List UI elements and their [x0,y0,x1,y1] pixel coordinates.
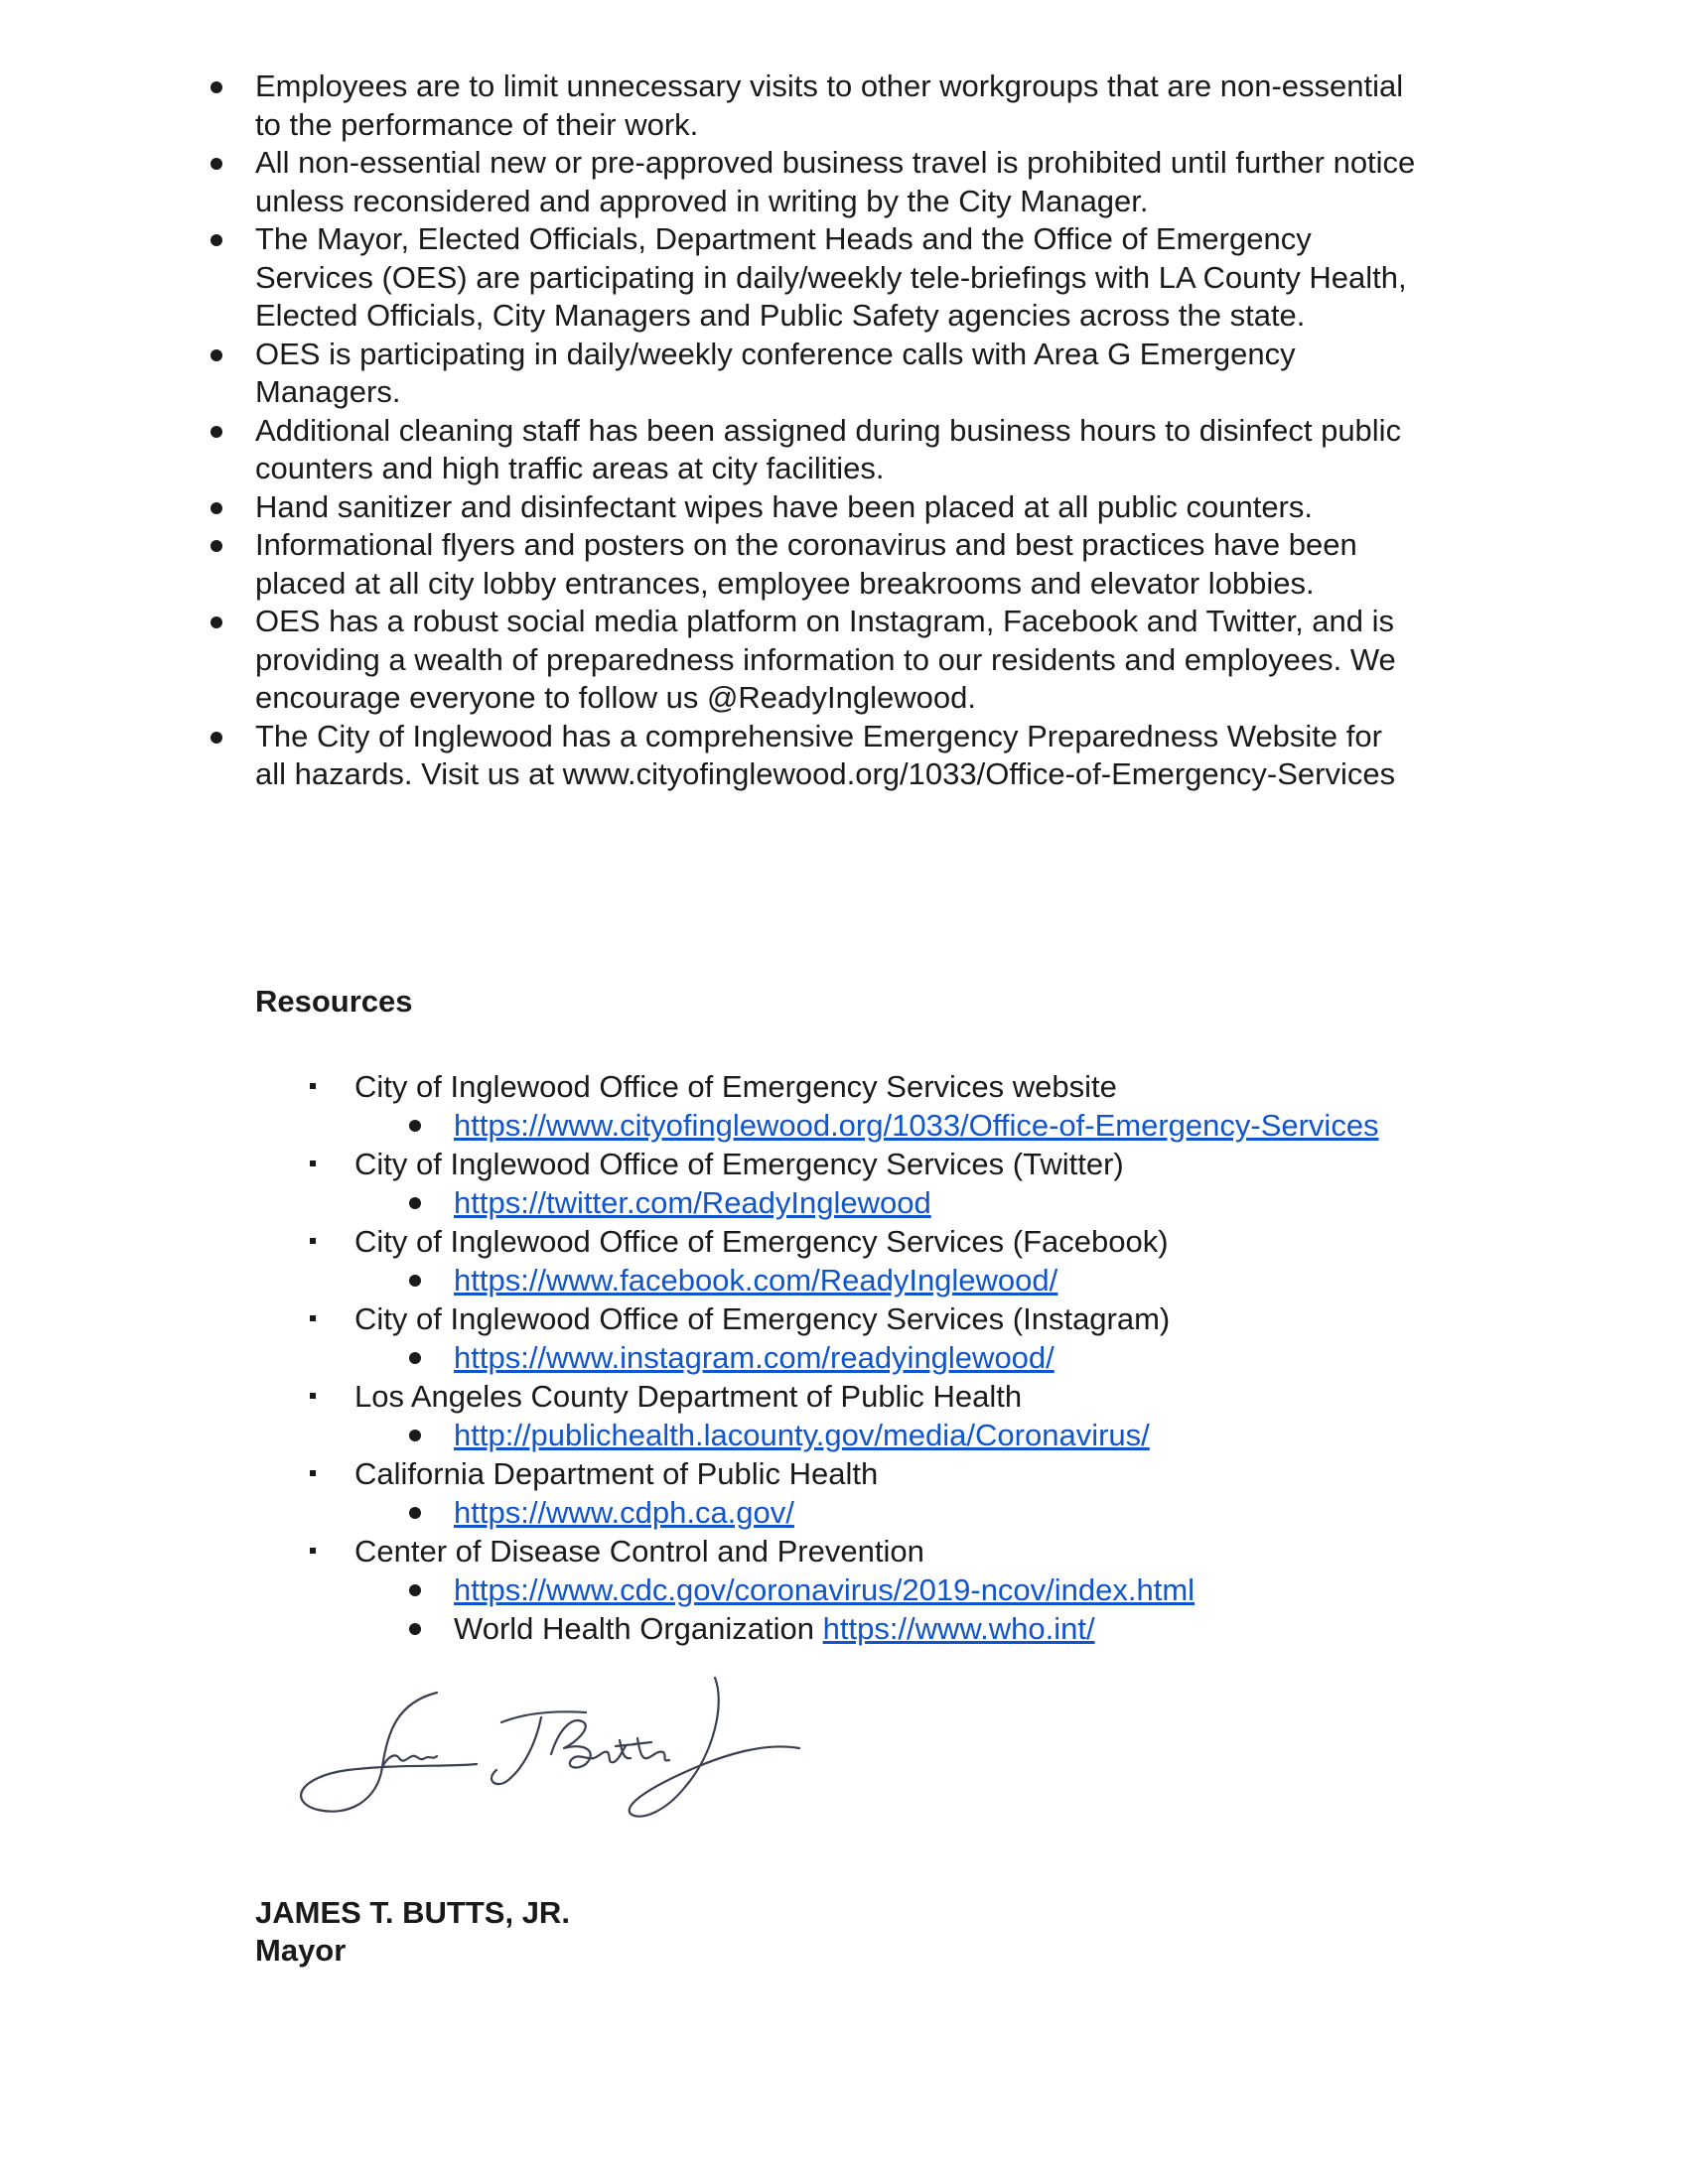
resource-item [0,1454,1688,1532]
bullet-icon [409,1197,421,1209]
bullet-icon [211,732,222,744]
bullet-text: All non-essential new or pre-approved business travel is prohibited until further notice unless reconsidered and approved in writing by the City Manager. [255,145,1416,218]
resource-label [0,1222,1688,1261]
resource-link-item [0,1416,1688,1454]
resource-label [0,1532,1688,1570]
bullet-icon [409,1430,421,1441]
resource-link-list [0,1416,1688,1454]
resource-link[interactable]: https://www.facebook.com/ReadyInglewood/ [454,1263,1058,1297]
resource-link-list [0,1338,1688,1377]
resource-label [0,1145,1688,1183]
resource-link-item [0,1609,1688,1648]
list-item [0,68,1417,144]
bullet-icon [409,1507,421,1519]
bullet-icon [409,1623,421,1635]
resource-label-text: City of Inglewood Office of Emergency Services (Twitter) [354,1147,1124,1181]
resource-link-list [0,1493,1688,1532]
resource-item [0,1532,1688,1648]
bullet-text: Informational flyers and posters on the coronavirus and best practices have been placed at all city lobby entrances, employee breakrooms and elevator lobbies. [255,527,1357,601]
list-item [0,412,1417,488]
bullet-text: The Mayor, Elected Officials, Department Heads and the Office of Emergency Services (OES) are participating in daily/weekly tele-briefings with LA County Health, Elected Officials, City Managers and Public Safety agencies across the state. [255,221,1407,333]
resource-label-text: City of Inglewood Office of Emergency Services (Facebook) [354,1224,1169,1259]
resource-link[interactable]: https://www.instagram.com/readyinglewood/ [454,1340,1055,1375]
list-item [0,603,1417,718]
bullet-icon [409,1584,421,1596]
resource-label-text: California Department of Public Health [354,1456,879,1491]
mayor-signature [288,1673,804,1832]
bullet-icon [211,502,222,514]
bullet-icon [211,540,222,552]
resource-label-text: Los Angeles County Department of Public Health [354,1379,1023,1414]
bullet-icon [211,234,222,246]
bullet-text: OES is participating in daily/weekly conference calls with Area G Emergency Managers. [255,336,1296,409]
bullet-icon [409,1275,421,1287]
list-item [0,526,1417,603]
resource-link-item [0,1106,1688,1145]
resource-link-item [0,1493,1688,1532]
resource-label [0,1377,1688,1416]
bullet-icon [211,426,222,438]
bullet-icon [211,81,222,93]
resource-label-text: Center of Disease Control and Prevention [354,1534,924,1569]
square-bullet-icon [310,1083,316,1089]
resources-heading: Resources [255,984,413,1019]
square-bullet-icon [310,1315,316,1321]
resource-link-item [0,1570,1688,1609]
resource-link[interactable]: https://www.cdph.ca.gov/ [454,1495,794,1530]
resource-link[interactable]: https://twitter.com/ReadyInglewood [454,1185,931,1220]
resource-label [0,1299,1688,1338]
resource-link[interactable]: http://publichealth.lacounty.gov/media/Coronavirus/ [454,1418,1150,1452]
square-bullet-icon [310,1393,316,1399]
resource-item [0,1222,1688,1299]
bullet-text: Hand sanitizer and disinfectant wipes have been placed at all public counters. [255,488,1313,524]
resource-link[interactable]: https://www.cdc.gov/coronavirus/2019-ncov/index.html [454,1572,1196,1607]
list-item [0,336,1417,412]
resource-link-prefix: World Health Organization [454,1611,823,1646]
signer-name: JAMES T. BUTTS, JR. [255,1895,570,1930]
bullet-icon [211,349,222,361]
resource-link-item [0,1261,1688,1299]
bullet-icon [409,1352,421,1364]
square-bullet-icon [310,1470,316,1476]
square-bullet-icon [310,1238,316,1244]
resource-link-list [0,1570,1688,1648]
resource-link-list [0,1183,1688,1222]
resource-label-text: City of Inglewood Office of Emergency Services website [354,1069,1117,1104]
bullet-icon [409,1120,421,1132]
resource-item [0,1067,1688,1145]
bullet-icon [211,616,222,628]
bullet-text: The City of Inglewood has a comprehensive Emergency Preparedness Website for all hazards. Visit us at www.cityofinglewood.org/1033/Office-of-Emergency-Services [255,718,1396,791]
resource-link-list [0,1261,1688,1299]
list-item [0,488,1417,527]
resources-list [0,1067,1688,1648]
resource-label-text: City of Inglewood Office of Emergency Services (Instagram) [354,1301,1171,1336]
list-item [0,718,1417,794]
list-item [0,144,1417,220]
bullet-text: Employees are to limit unnecessary visits to other workgroups that are non-essential to the performance of their work. [255,68,1404,142]
bullet-text: Additional cleaning staff has been assigned during business hours to disinfect public counters and high traffic areas at city facilities. [255,412,1402,485]
list-item [0,220,1417,336]
resource-link-item [0,1183,1688,1222]
resource-item [0,1299,1688,1377]
resource-label [0,1454,1688,1493]
square-bullet-icon [310,1160,316,1166]
bullet-icon [211,158,222,170]
resource-link[interactable]: https://www.who.int/ [822,1611,1095,1646]
bullet-text: OES has a robust social media platform on Instagram, Facebook and Twitter, and is providing a wealth of preparedness information to our residents and employees. We encourage everyone to follow us @ReadyInglewood. [255,604,1396,715]
signer-title: Mayor [255,1933,347,1968]
policy-bullet-list [0,68,1688,794]
resource-label [0,1067,1688,1106]
resource-item [0,1145,1688,1222]
resource-link[interactable]: https://www.cityofinglewood.org/1033/Office-of-Emergency-Services [454,1108,1379,1143]
square-bullet-icon [310,1548,316,1554]
resource-link-list [0,1106,1688,1145]
resource-link-item [0,1338,1688,1377]
signer-block [255,1894,570,1970]
resource-item [0,1377,1688,1454]
